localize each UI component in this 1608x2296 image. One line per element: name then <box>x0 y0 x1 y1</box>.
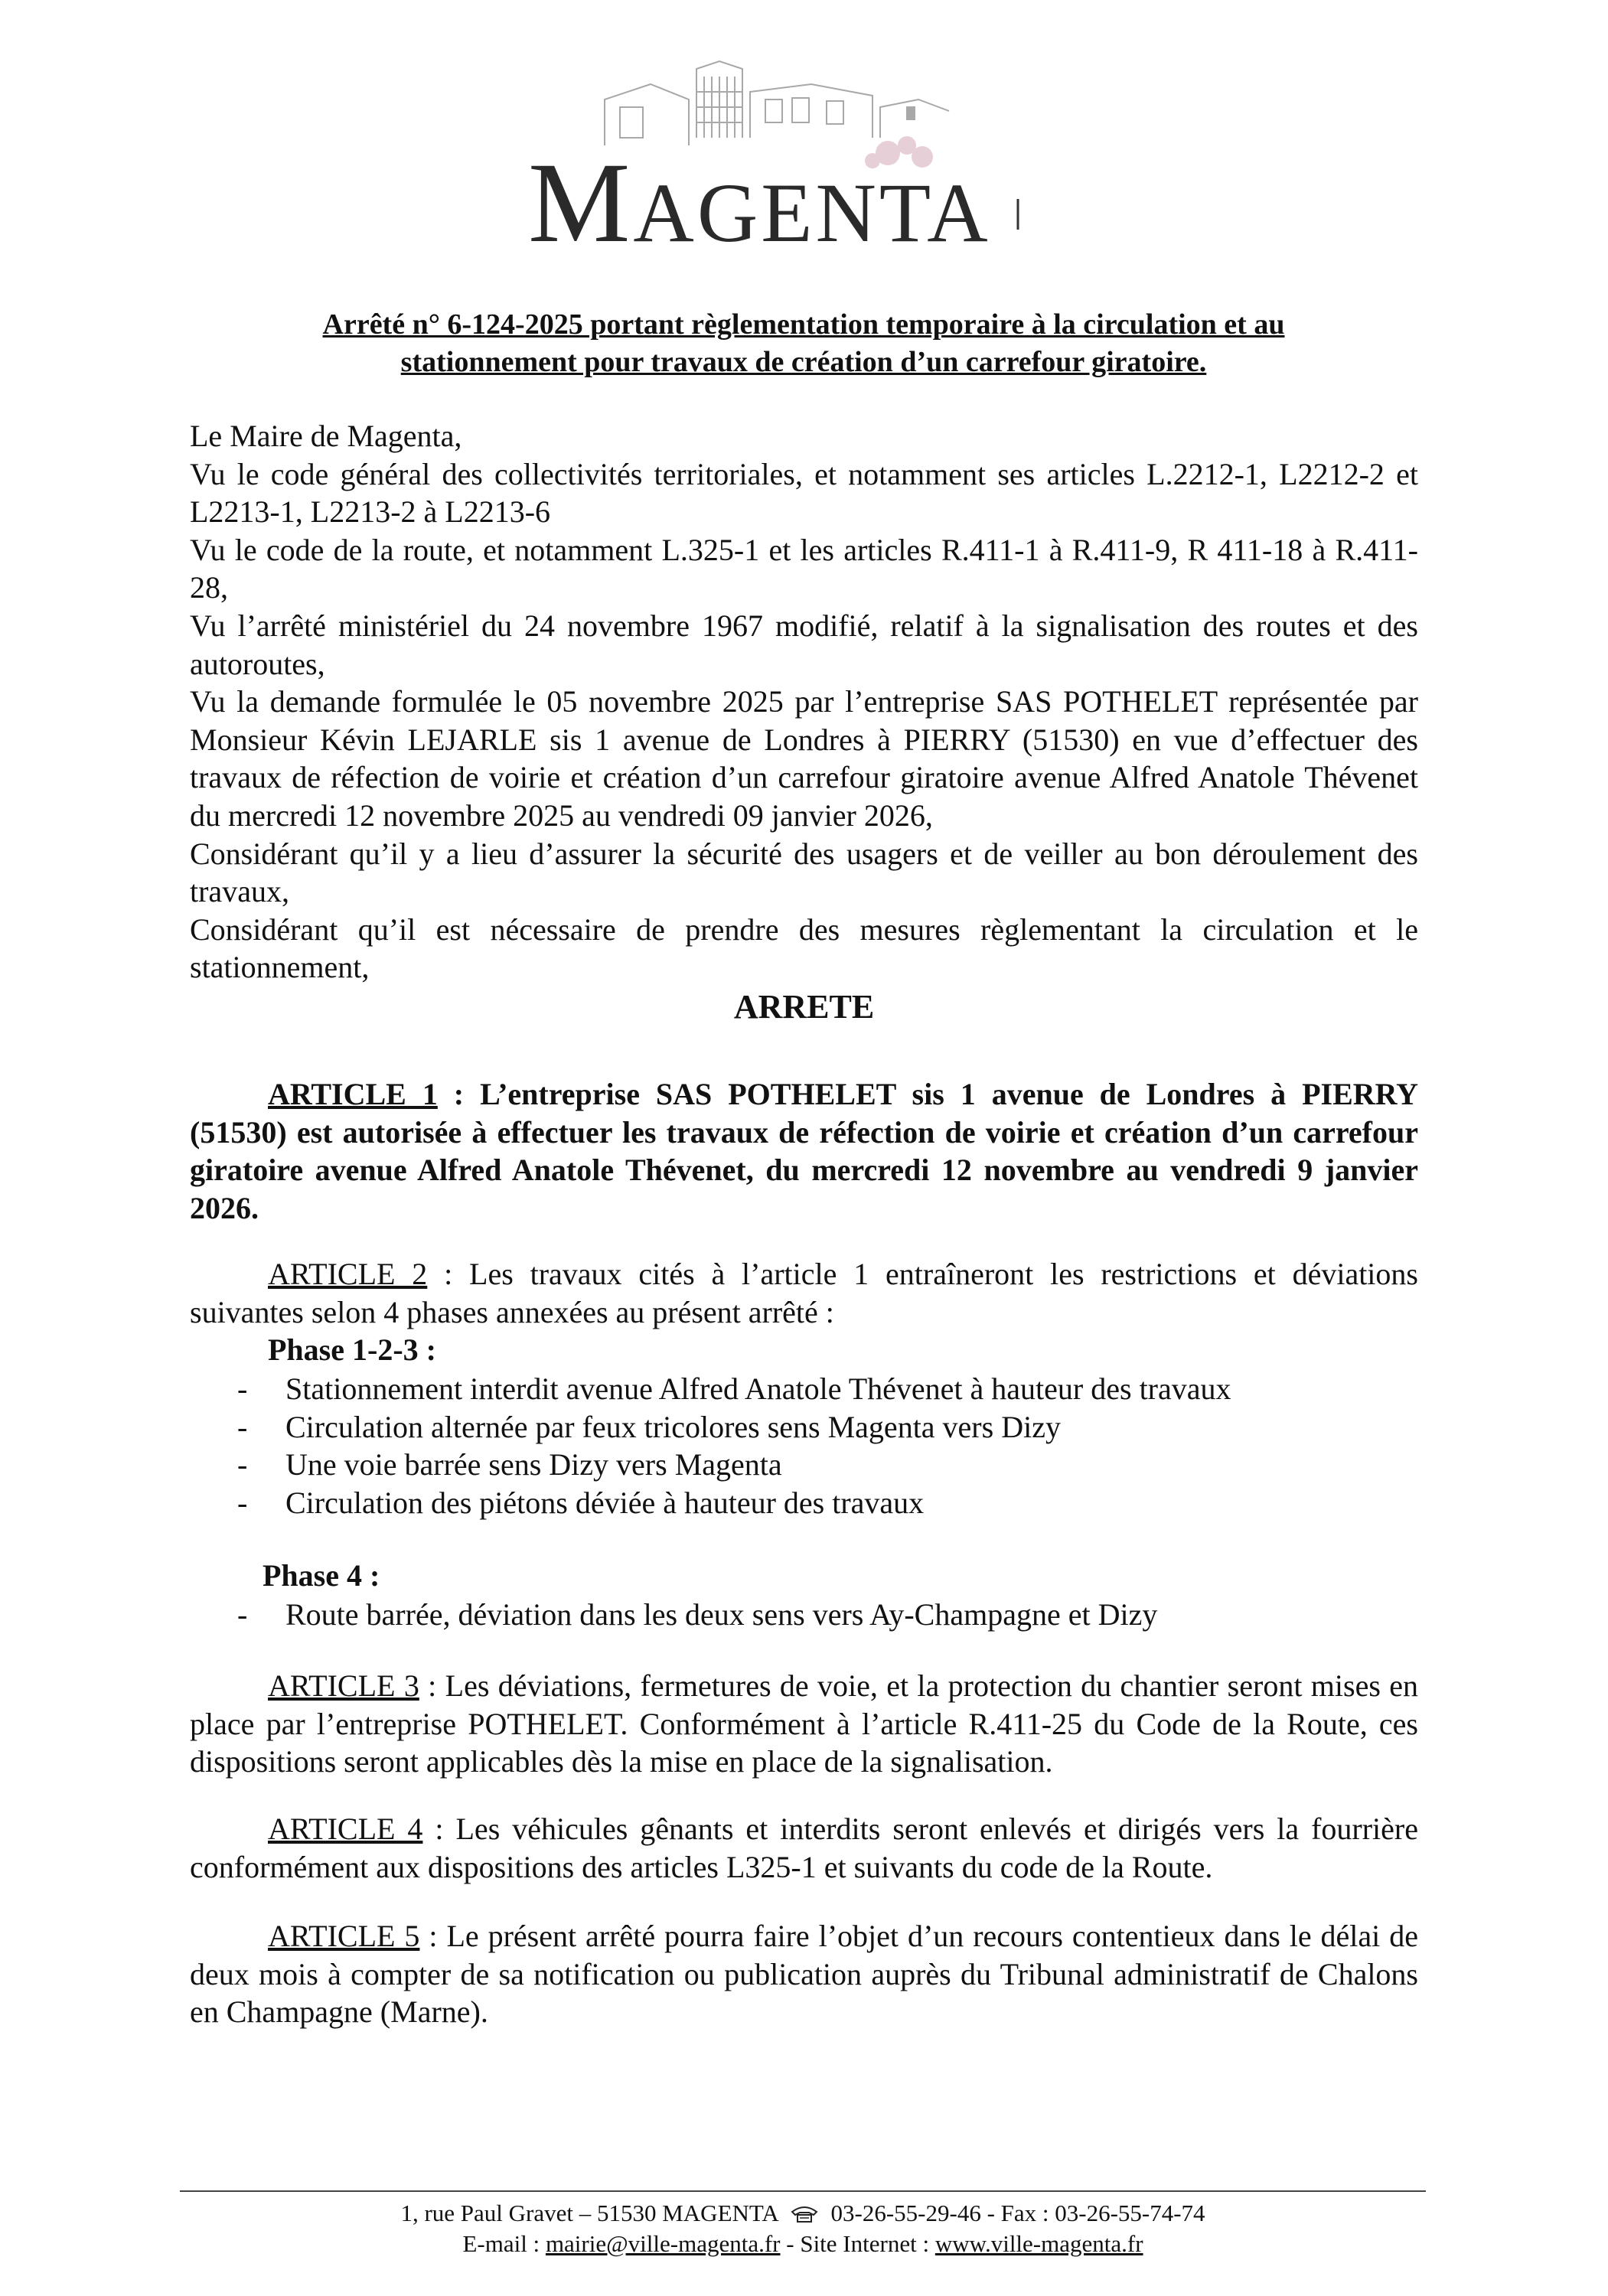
footer-phone: 03-26-55-29-46 - Fax : 03-26-55-74-74 <box>830 2200 1205 2226</box>
preamble-line: Vu l’arrêté ministériel du 24 novembre 1967 modifié, relatif à la signalisation des routes et des autoroutes, <box>190 608 1418 681</box>
dash: - <box>237 1485 248 1520</box>
article-2-sep: : <box>427 1257 470 1291</box>
article-5-sep: : <box>419 1919 447 1953</box>
phase-4-list <box>190 1596 1418 1634</box>
article-1-text: L’entreprise SAS POTHELET sis 1 avenue de Londres à PIERRY (51530) est autorisée à effectuer les travaux de réfection de voirie et création d’un carrefour giratoire avenue Alfred Anatole Thévenet, du mercredi 12 novembre au vendredi 9 janvier 2026. <box>190 1077 1418 1225</box>
wordmark-initial: M <box>528 139 634 266</box>
dash: - <box>237 1371 248 1406</box>
website-link[interactable]: www.ville-magenta.fr <box>934 2230 1143 2258</box>
list-item-text: Stationnement interdit avenue Alfred Anatole Thévenet à hauteur des travaux <box>285 1371 1231 1406</box>
article-3-label: ARTICLE 3 <box>268 1668 419 1703</box>
title-line-2: stationnement pour travaux de création d’un carrefour giratoire. <box>400 346 1207 379</box>
footer-address: 1, rue Paul Gravet – 51530 MAGENTA <box>400 2200 778 2226</box>
article-2-text: Les travaux cités à l’article 1 entraîneront les restrictions et déviations suivantes selon 4 phases annexées au présent arrêté : <box>190 1257 1418 1329</box>
list-item-text: Route barrée, déviation dans les deux sens vers Ay-Champagne et Dizy <box>285 1597 1158 1632</box>
article-5 <box>190 1917 1418 2031</box>
article-1-sep: : <box>437 1077 481 1111</box>
article-4-label: ARTICLE 4 <box>268 1812 423 1846</box>
article-5-text: Le présent arrêté pourra faire l’objet d’un recours contentieux dans le délai de deux mois à compter de sa notification ou publication auprès du Tribunal administratif de Chalons en Champagne (Marne). <box>190 1919 1418 2030</box>
article-1-label: ARTICLE 1 <box>268 1077 438 1111</box>
list-item-text: Circulation alternée par feux tricolores sens Magenta vers Dizy <box>285 1409 1061 1444</box>
email-link[interactable]: mairie@ville-magenta.fr <box>545 2230 781 2258</box>
footer-divider <box>180 2190 1426 2192</box>
article-4 <box>190 1810 1418 1886</box>
preamble-line: Vu le code général des collectivités territoriales, et notamment ses articles L.2212-1, L2212-2 et L2213-1, L2213-2 à L2213-6 <box>190 456 1418 530</box>
title-line-1: Arrêté n° 6-124-2025 portant règlementation temporaire à la circulation et au <box>322 308 1285 341</box>
list-item <box>190 1484 1418 1522</box>
footer-line-2 <box>180 2229 1426 2259</box>
footer <box>180 2198 1426 2260</box>
article-4-sep: : <box>422 1812 456 1846</box>
list-item <box>190 1596 1418 1634</box>
document-title <box>199 306 1408 382</box>
phone-icon <box>790 2205 819 2223</box>
article-5-label: ARTICLE 5 <box>268 1919 420 1953</box>
footer-email-label: E-mail : <box>462 2230 546 2258</box>
wordmark-rest: AGENTA <box>633 166 991 259</box>
article-3 <box>190 1667 1418 1781</box>
list-item-text: Une voie barrée sens Dizy vers Magenta <box>285 1447 782 1482</box>
footer-site-label: - Site Internet : <box>780 2230 935 2258</box>
list-item-text: Circulation des piétons déviée à hauteur des travaux <box>285 1485 925 1520</box>
preamble-line: Considérant qu’il y a lieu d’assurer la sécurité des usagers et de veiller au bon déroulement des travaux, <box>190 836 1418 909</box>
article-2 <box>190 1255 1418 1331</box>
article-1 <box>190 1075 1418 1227</box>
list-item <box>190 1370 1418 1408</box>
phase-1-2-3-label: Phase 1-2-3 : <box>268 1332 436 1367</box>
article-3-sep: : <box>419 1668 445 1703</box>
preamble-line: Vu le code de la route, et notamment L.325-1 et les articles R.411-1 à R.411-9, R 411-18 à R.411-28, <box>190 532 1418 605</box>
article-4-text: Les véhicules gênants et interdits seront enlevés et dirigés vers la fourrière conformément aux dispositions des articles L325-1 et suivants du code de la Route. <box>190 1812 1418 1884</box>
magenta-wordmark <box>528 139 1018 266</box>
preamble-line: Le Maire de Magenta, <box>190 419 462 453</box>
dash: - <box>237 1409 248 1444</box>
arrete-heading: ARRETE <box>733 988 875 1026</box>
preamble-line: Vu la demande formulée le 05 novembre 2025 par l’entreprise SAS POTHELET représentée par Monsieur Kévin LEJARLE sis 1 avenue de Londres à PIERRY (51530) en vue d’effectuer des travaux de réfection de voirie et création d’un carrefour giratoire avenue Alfred Anatole Thévenet du mercredi 12 novembre 2025 au vendredi 09 janvier 2026, <box>190 684 1418 833</box>
phase-4-label: Phase 4 : <box>263 1558 380 1593</box>
article-2-label: ARTICLE 2 <box>268 1257 428 1291</box>
list-item <box>190 1446 1418 1484</box>
footer-line-1 <box>180 2198 1426 2229</box>
dash: - <box>237 1597 248 1632</box>
preamble-line: Considérant qu’il est nécessaire de prendre des mesures règlementant la circulation et le stationnement, <box>190 912 1418 985</box>
phase-1-2-3-list <box>190 1370 1418 1521</box>
list-item <box>190 1408 1418 1446</box>
article-3-text: Les déviations, fermetures de voie, et la protection du chantier seront mises en place par l’entreprise POTHELET. Conformément à l’article R.411-25 du Code de la Route, ces dispositions seront applicables dès la mise en place de la signalisation. <box>190 1668 1419 1779</box>
dash: - <box>237 1447 248 1482</box>
preamble <box>190 417 1418 987</box>
